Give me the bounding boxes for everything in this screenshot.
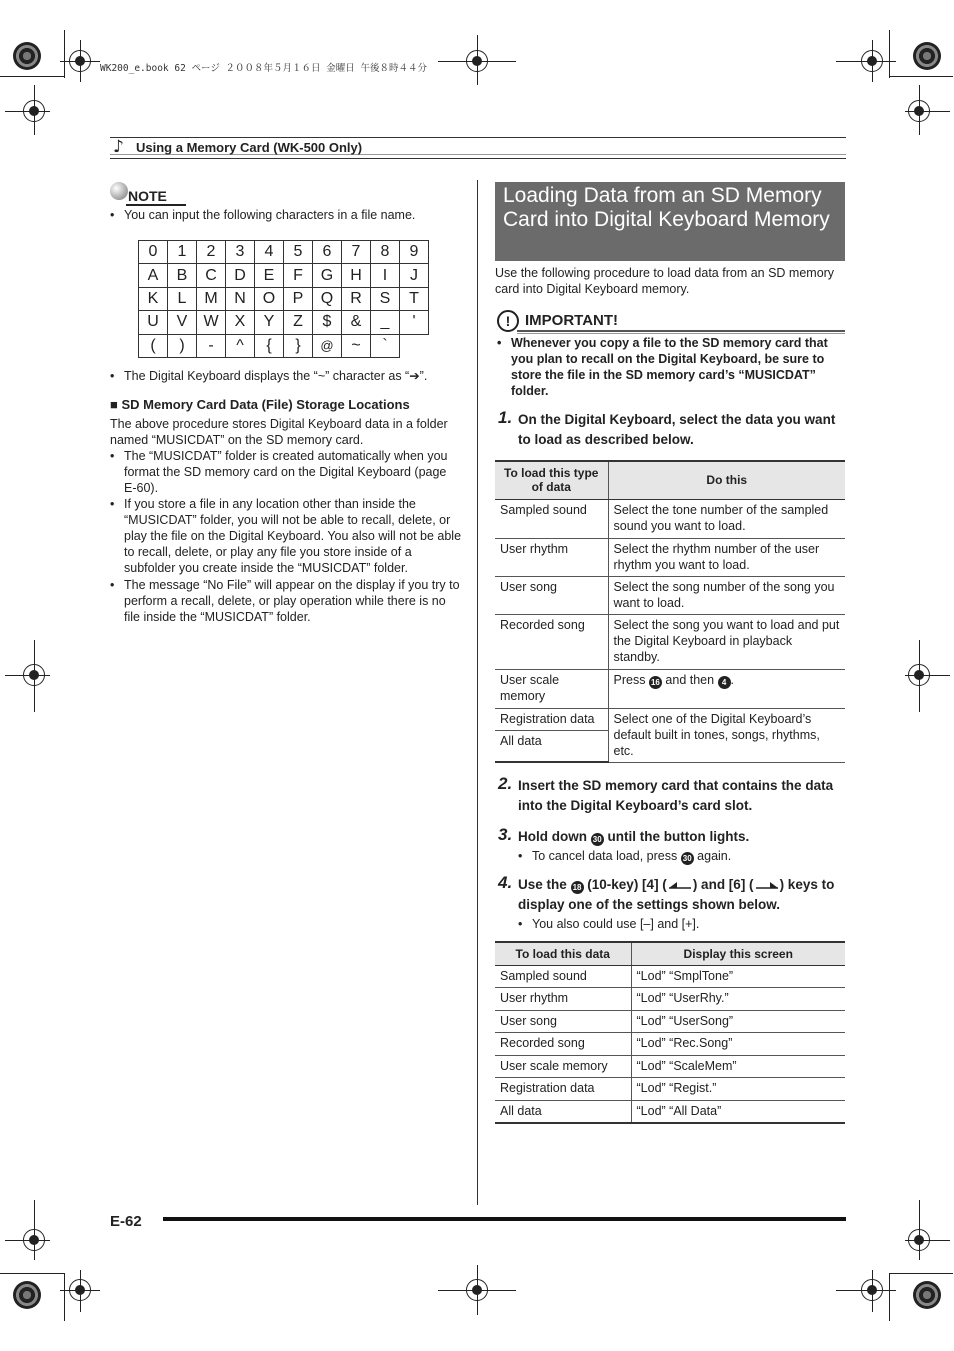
char-cell: }	[284, 334, 313, 357]
table-cell: Select the song you want to load and put the Digital Keyboard in playback standby.	[608, 614, 845, 669]
char-cell: -	[197, 334, 226, 357]
char-cell: 2	[197, 241, 226, 264]
button-18-icon: 18	[571, 881, 584, 894]
select-data-table	[495, 460, 845, 763]
table-row	[495, 614, 845, 669]
table-cell: Registration data	[495, 1078, 631, 1101]
crop-line	[836, 61, 896, 62]
char-cell: L	[168, 287, 197, 310]
step-2-text: Insert the SD memory card that contains the data into the Digital Keyboard’s card slot.	[518, 778, 834, 813]
step-4-part: (10-key) [4] (	[583, 877, 667, 892]
table-cell: All data	[495, 1100, 631, 1123]
crop-line	[80, 40, 81, 82]
char-cell: D	[226, 264, 255, 287]
char-cell: X	[226, 311, 255, 334]
table-row	[495, 1055, 845, 1078]
char-cell: W	[197, 311, 226, 334]
table-header-row	[495, 461, 845, 499]
char-cell: C	[197, 264, 226, 287]
char-cell: 1	[168, 241, 197, 264]
table-row	[495, 988, 845, 1011]
important-label: IMPORTANT!	[525, 312, 619, 329]
note-intro: • You can input the following characters in a file name.	[110, 207, 470, 223]
storage-bullet: • The “MUSICDAT” folder is created automatically when you format the SD memory card on the Digital Keyboard (page E-60).	[110, 448, 460, 496]
table-cell: Recorded song	[495, 1033, 631, 1056]
char-row	[139, 287, 429, 310]
table-cell: Select one of the Digital Keyboard’s default built in tones, songs, rhythms, etc.	[608, 708, 845, 762]
char-cell: Z	[284, 311, 313, 334]
storage-paragraph: The above procedure stores Digital Keyboard data in a folder named “MUSICDAT” on the SD memory card.	[110, 417, 448, 447]
crop-line	[919, 85, 920, 135]
char-cell: G	[313, 264, 342, 287]
char-cell: V	[168, 311, 197, 334]
char-cell: 7	[342, 241, 371, 264]
footer-rule	[163, 1217, 846, 1221]
char-cell: A	[139, 264, 168, 287]
crop-line	[5, 111, 50, 112]
crop-line	[905, 111, 950, 112]
table-header: Do this	[608, 461, 845, 499]
step-number: 2.	[498, 774, 513, 793]
storage-bullet: • The message “No File” will appear on the display if you try to perform a recall, delete, or play operation while there is no file inside the “MUSICDAT” folder.	[110, 577, 460, 625]
step-number: 1.	[498, 408, 513, 427]
char-cell: H	[342, 264, 371, 287]
table-cell: User rhythm	[495, 988, 631, 1011]
char-row	[139, 311, 429, 334]
char-cell	[400, 334, 429, 357]
char-cell: '	[400, 311, 429, 334]
table-row	[495, 669, 845, 708]
table-row	[495, 1033, 845, 1056]
table-cell: Select the tone number of the sampled sound you want to load.	[608, 499, 845, 538]
char-cell: O	[255, 287, 284, 310]
crop-line	[889, 1273, 890, 1321]
table-cell	[608, 669, 845, 708]
note-label: NOTE	[126, 188, 186, 206]
page-number: E-62	[110, 1213, 142, 1230]
crop-line	[5, 675, 50, 676]
button-30-icon: 30	[681, 852, 694, 865]
step-4-part: ) and [6] (	[692, 877, 754, 892]
table-cell: User rhythm	[495, 538, 608, 576]
char-cell: )	[168, 334, 197, 357]
char-cell: 8	[371, 241, 400, 264]
table-cell: All data	[495, 730, 608, 762]
char-cell: P	[284, 287, 313, 310]
crop-line	[0, 76, 64, 77]
char-cell: R	[342, 287, 371, 310]
char-cell: ^	[226, 334, 255, 357]
registration-mark	[13, 42, 41, 70]
step-4-subnote: • You also could use [–] and [+].	[518, 916, 838, 932]
column-divider	[477, 180, 478, 1205]
table-row	[495, 1010, 845, 1033]
table-header: Display this screen	[631, 942, 845, 965]
crop-line	[64, 1273, 65, 1321]
tilde-note: • The Digital Keyboard displays the “~” character as “➔”.	[110, 368, 470, 384]
step-4-part: ) keys to display one of the settings shown below.	[518, 877, 835, 912]
important-text: • Whenever you copy a file to the SD memory card that you plan to recall on the Digital Keyboard, be sure to store the file in the SD memory card’s “MUSICDAT” folder.	[497, 335, 842, 399]
important-heading	[495, 310, 845, 334]
button-30-icon: 30	[591, 833, 604, 846]
button-16-icon: 16	[649, 676, 662, 689]
table-row	[495, 499, 845, 538]
registration-mark	[13, 1281, 41, 1309]
press-text: and then	[661, 672, 718, 687]
char-cell: T	[400, 287, 429, 310]
print-info: WK200_e.book 62 ページ ２００８年５月１６日 金曜日 午後８時４４分	[100, 63, 427, 74]
section-banner: Loading Data from an SD Memory Card into Digital Keyboard Memory	[495, 182, 845, 261]
intro-text: Use the following procedure to load data from an SD memory card into Digital Keyboard memory.	[495, 266, 835, 296]
table-row	[495, 1078, 845, 1101]
press-text: Press	[613, 672, 649, 687]
char-cell: 6	[313, 241, 342, 264]
char-row	[139, 264, 429, 287]
registration-mark	[913, 1281, 941, 1309]
char-cell: U	[139, 311, 168, 334]
display-screen-table	[495, 941, 845, 1124]
crop-line	[919, 1200, 920, 1260]
crop-line	[0, 1273, 64, 1274]
char-cell: 5	[284, 241, 313, 264]
char-cell: `	[371, 334, 400, 357]
table-cell: Select the song number of the song you want to load.	[608, 576, 845, 614]
storage-bullet: • If you store a file in any location other than inside the “MUSICDAT” folder, you will not be able to recall, delete, or play the file on the Digital Keyboard. You also will not be able to recall, delete, or play any file you store inside of a subfolder you create inside the “MUSICDAT” folder.	[110, 496, 462, 576]
char-cell: {	[255, 334, 284, 357]
table-cell: “Lod” “UserRhy.”	[631, 988, 845, 1011]
table-row	[495, 708, 845, 730]
char-cell: B	[168, 264, 197, 287]
table-header: To load this data	[495, 942, 631, 965]
crop-line	[64, 30, 65, 78]
table-header: To load this type of data	[495, 461, 608, 499]
step-4-part: Use the	[518, 877, 571, 892]
table-cell: “Lod” “UserSong”	[631, 1010, 845, 1033]
table-cell: Sampled sound	[495, 965, 631, 988]
step-number: 3.	[498, 825, 513, 844]
char-cell: S	[371, 287, 400, 310]
registration-mark	[913, 42, 941, 70]
music-note-icon: ♪	[113, 137, 124, 157]
char-cell: M	[197, 287, 226, 310]
crop-line	[34, 85, 35, 135]
char-cell: E	[255, 264, 284, 287]
char-cell: &	[342, 311, 371, 334]
step-3-pre: Hold down	[518, 829, 591, 844]
crop-line	[889, 1273, 953, 1274]
char-cell: 0	[139, 241, 168, 264]
crop-line	[34, 640, 35, 712]
char-cell: 4	[255, 241, 284, 264]
crop-line	[872, 40, 873, 82]
table-cell: Select the rhythm number of the user rhythm you want to load.	[608, 538, 845, 576]
char-cell: F	[284, 264, 313, 287]
crop-line	[919, 640, 920, 712]
char-cell: Y	[255, 311, 284, 334]
table-cell: “Lod” “Regist.”	[631, 1078, 845, 1101]
step-4-text	[518, 875, 843, 915]
table-cell: “Lod” “SmplTone”	[631, 965, 845, 988]
table-cell: User scale memory	[495, 1055, 631, 1078]
table-cell: “Lod” “All Data”	[631, 1100, 845, 1123]
table-cell: “Lod” “ScaleMem”	[631, 1055, 845, 1078]
crop-line	[80, 1270, 81, 1312]
section-title: Using a Memory Card (WK-500 Only)	[136, 140, 363, 155]
crop-line	[477, 1265, 478, 1315]
cancel-text: again.	[693, 849, 732, 863]
char-row	[139, 334, 429, 357]
storage-subheading: ■ SD Memory Card Data (File) Storage Locations	[110, 397, 410, 412]
char-cell: 9	[400, 241, 429, 264]
table-cell: “Lod” “Rec.Song”	[631, 1033, 845, 1056]
table-cell: Registration data	[495, 708, 608, 730]
section-header	[110, 137, 846, 159]
table-row	[495, 576, 845, 614]
step-3-subnote	[518, 848, 838, 865]
char-cell: Q	[313, 287, 342, 310]
step-3-post: until the button lights.	[603, 829, 750, 844]
crop-line	[5, 1240, 50, 1241]
table-row	[495, 1100, 845, 1123]
crop-line	[889, 30, 890, 78]
allowed-characters-table	[138, 240, 429, 358]
char-cell: ~	[342, 334, 371, 357]
char-cell: @	[313, 334, 342, 357]
table-cell: Recorded song	[495, 614, 608, 669]
step-3-text	[518, 827, 838, 847]
table-cell: User scale memory	[495, 669, 608, 708]
char-cell: _	[371, 311, 400, 334]
right-key-icon	[754, 880, 780, 890]
char-cell: (	[139, 334, 168, 357]
left-key-icon	[667, 880, 693, 890]
table-cell: User song	[495, 1010, 631, 1033]
crop-line	[905, 675, 950, 676]
crop-line	[836, 1290, 896, 1291]
crop-line	[905, 1240, 950, 1241]
table-row	[495, 965, 845, 988]
char-cell: N	[226, 287, 255, 310]
char-cell: J	[400, 264, 429, 287]
char-cell: 3	[226, 241, 255, 264]
crop-line	[889, 76, 953, 77]
crop-line	[872, 1270, 873, 1312]
crop-line	[34, 1200, 35, 1260]
char-row	[139, 241, 429, 264]
step-number: 4.	[498, 873, 513, 892]
warning-icon: !	[497, 310, 519, 332]
char-cell: K	[139, 287, 168, 310]
table-row	[495, 538, 845, 576]
button-4-icon: 4	[718, 676, 731, 689]
table-header-row	[495, 942, 845, 965]
step-1-text: On the Digital Keyboard, select the data you want to load as described below.	[518, 412, 836, 447]
cancel-text: To cancel data load, press	[532, 849, 681, 863]
char-cell: $	[313, 311, 342, 334]
crop-line	[477, 35, 478, 85]
table-cell: Sampled sound	[495, 499, 608, 538]
table-cell: User song	[495, 576, 608, 614]
press-text: .	[730, 672, 735, 687]
char-cell: I	[371, 264, 400, 287]
